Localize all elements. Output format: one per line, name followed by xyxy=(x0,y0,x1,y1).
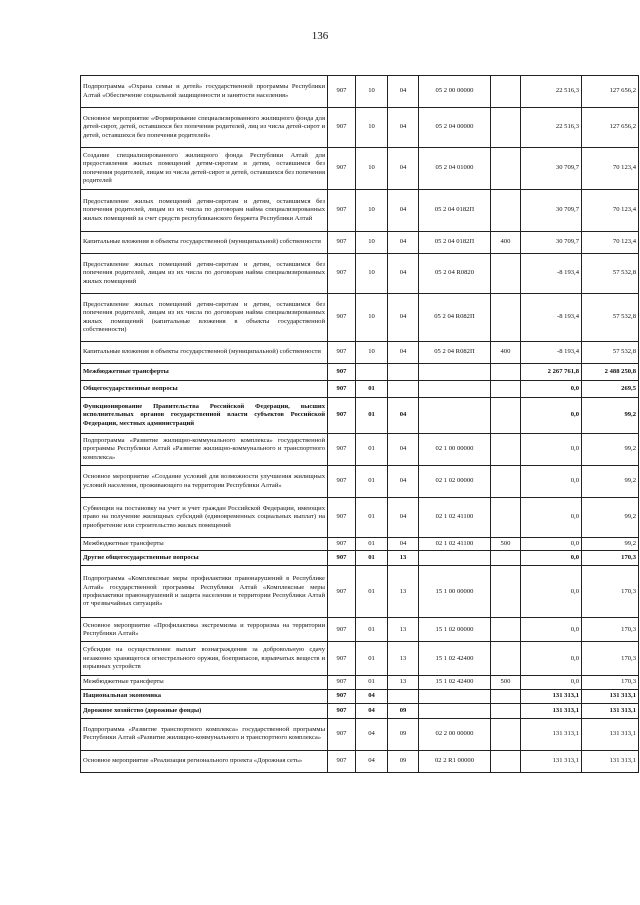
table-row xyxy=(81,434,639,466)
row-amount-year2: 131 313,1 xyxy=(582,750,639,772)
row-amount-year2: 2 488 250,8 xyxy=(582,364,639,381)
table-row xyxy=(81,538,639,551)
row-ministry-code: 907 xyxy=(328,618,356,642)
row-target-article xyxy=(419,398,491,434)
row-amount-year1: 0,0 xyxy=(521,566,582,618)
row-name: Основное мероприятие «Создание условий для возможности улучшения жилищных условий населения, проживающего на территории Республики Алтай» xyxy=(81,466,328,498)
row-section-code: 04 xyxy=(356,718,388,750)
row-section-code: 04 xyxy=(356,750,388,772)
row-subsection-code: 04 xyxy=(388,398,419,434)
table-row xyxy=(81,398,639,434)
row-section-code: 01 xyxy=(356,538,388,551)
table-row xyxy=(81,689,639,703)
row-amount-year2: 70 123,4 xyxy=(582,148,639,190)
row-subsection-code: 04 xyxy=(388,466,419,498)
row-amount-year1: -8 193,4 xyxy=(521,342,582,364)
row-target-article: 05 2 04 01000 xyxy=(419,148,491,190)
row-amount-year2: 99,2 xyxy=(582,398,639,434)
row-amount-year1: 0,0 xyxy=(521,538,582,551)
row-amount-year1: 131 313,1 xyxy=(521,703,582,718)
row-name: Капитальные вложения в объекты государственной (муниципальной) собственности xyxy=(81,232,328,254)
row-target-article xyxy=(419,381,491,398)
row-amount-year1: 0,0 xyxy=(521,466,582,498)
budget-table xyxy=(80,75,639,773)
row-amount-year1: 0,0 xyxy=(521,498,582,538)
row-ministry-code: 907 xyxy=(328,381,356,398)
row-section-code xyxy=(356,364,388,381)
row-expense-type xyxy=(491,190,521,232)
table-row xyxy=(81,676,639,689)
row-amount-year1: 0,0 xyxy=(521,381,582,398)
table-row xyxy=(81,294,639,342)
row-target-article: 15 1 02 42400 xyxy=(419,676,491,689)
row-amount-year1: 2 267 761,8 xyxy=(521,364,582,381)
row-subsection-code: 04 xyxy=(388,232,419,254)
row-ministry-code: 907 xyxy=(328,254,356,294)
row-section-code: 10 xyxy=(356,190,388,232)
row-target-article: 15 1 02 00000 xyxy=(419,618,491,642)
table-row xyxy=(81,254,639,294)
table-row xyxy=(81,381,639,398)
row-section-code: 01 xyxy=(356,381,388,398)
row-subsection-code: 04 xyxy=(388,108,419,148)
row-name: Национальная экономика xyxy=(81,689,328,703)
row-target-article xyxy=(419,364,491,381)
row-target-article: 05 2 04 R082П xyxy=(419,342,491,364)
row-expense-type xyxy=(491,718,521,750)
row-subsection-code: 04 xyxy=(388,342,419,364)
row-amount-year2: 99,2 xyxy=(582,538,639,551)
row-amount-year2: 99,2 xyxy=(582,498,639,538)
table-row xyxy=(81,642,639,676)
row-ministry-code: 907 xyxy=(328,551,356,566)
row-ministry-code: 907 xyxy=(328,294,356,342)
row-amount-year2: 170,3 xyxy=(582,642,639,676)
row-ministry-code: 907 xyxy=(328,566,356,618)
row-expense-type xyxy=(491,434,521,466)
budget-table-body xyxy=(81,76,639,773)
row-expense-type xyxy=(491,364,521,381)
table-row xyxy=(81,364,639,381)
row-name: Капитальные вложения в объекты государственной (муниципальной) собственности xyxy=(81,342,328,364)
row-target-article xyxy=(419,689,491,703)
row-ministry-code: 907 xyxy=(328,398,356,434)
row-section-code: 01 xyxy=(356,618,388,642)
row-ministry-code: 907 xyxy=(328,190,356,232)
row-target-article: 15 1 02 42400 xyxy=(419,642,491,676)
row-expense-type xyxy=(491,254,521,294)
row-expense-type: 500 xyxy=(491,538,521,551)
row-ministry-code: 907 xyxy=(328,676,356,689)
row-amount-year1: 131 313,1 xyxy=(521,750,582,772)
row-amount-year1: 131 313,1 xyxy=(521,718,582,750)
row-expense-type xyxy=(491,618,521,642)
row-target-article: 05 2 00 00000 xyxy=(419,76,491,108)
row-section-code: 01 xyxy=(356,498,388,538)
row-subsection-code: 04 xyxy=(388,434,419,466)
table-row xyxy=(81,232,639,254)
table-row xyxy=(81,551,639,566)
row-subsection-code: 09 xyxy=(388,718,419,750)
row-ministry-code: 907 xyxy=(328,689,356,703)
row-ministry-code: 907 xyxy=(328,232,356,254)
row-target-article: 05 2 04 R0820 xyxy=(419,254,491,294)
row-section-code: 01 xyxy=(356,466,388,498)
table-row xyxy=(81,566,639,618)
row-subsection-code: 04 xyxy=(388,254,419,294)
row-amount-year1: 0,0 xyxy=(521,676,582,689)
row-amount-year2: 170,3 xyxy=(582,551,639,566)
row-subsection-code: 04 xyxy=(388,538,419,551)
table-row xyxy=(81,466,639,498)
table-row xyxy=(81,718,639,750)
row-target-article: 05 2 04 0182П xyxy=(419,190,491,232)
table-row xyxy=(81,148,639,190)
row-section-code: 10 xyxy=(356,108,388,148)
row-expense-type xyxy=(491,750,521,772)
row-expense-type xyxy=(491,498,521,538)
row-amount-year2: 57 532,8 xyxy=(582,294,639,342)
row-target-article xyxy=(419,551,491,566)
row-name: Межбюджетные трансферты xyxy=(81,538,328,551)
row-expense-type xyxy=(491,551,521,566)
row-name: Межбюджетные трансферты xyxy=(81,364,328,381)
row-subsection-code xyxy=(388,364,419,381)
row-amount-year2: 57 532,8 xyxy=(582,254,639,294)
row-name: Создание специализированного жилищного фонда Республики Алтай для предоставления жилых помещений детям-сиротам и детям, оставшимся без попечения родителей, лицам из числа детей-сирот и детей, оставшихся без попечения родителей xyxy=(81,148,328,190)
row-ministry-code: 907 xyxy=(328,750,356,772)
row-ministry-code: 907 xyxy=(328,498,356,538)
row-amount-year2: 170,3 xyxy=(582,618,639,642)
row-amount-year2: 127 656,2 xyxy=(582,76,639,108)
row-amount-year2: 131 313,1 xyxy=(582,703,639,718)
row-amount-year1: -8 193,4 xyxy=(521,294,582,342)
row-expense-type xyxy=(491,466,521,498)
row-expense-type xyxy=(491,108,521,148)
row-amount-year2: 170,3 xyxy=(582,566,639,618)
row-subsection-code: 13 xyxy=(388,642,419,676)
row-amount-year2: 70 123,4 xyxy=(582,232,639,254)
row-expense-type xyxy=(491,381,521,398)
row-target-article: 05 2 04 00000 xyxy=(419,108,491,148)
row-ministry-code: 907 xyxy=(328,642,356,676)
row-amount-year1: 0,0 xyxy=(521,642,582,676)
row-amount-year2: 99,2 xyxy=(582,466,639,498)
row-amount-year1: 0,0 xyxy=(521,618,582,642)
row-section-code: 01 xyxy=(356,398,388,434)
row-target-article: 02 1 02 41100 xyxy=(419,538,491,551)
row-expense-type: 400 xyxy=(491,342,521,364)
row-section-code: 01 xyxy=(356,434,388,466)
row-target-article: 02 1 00 00000 xyxy=(419,434,491,466)
row-section-code: 04 xyxy=(356,703,388,718)
row-target-article: 05 2 04 R082П xyxy=(419,294,491,342)
row-name: Предоставление жилых помещений детям-сиротам и детям, оставшимся без попечения родителей, лицам из их числа по договорам найма специализированных жилых помещений (капитальные вложения в объекты государственной собственности) xyxy=(81,294,328,342)
page-number: 136 xyxy=(311,30,329,42)
row-amount-year1: 0,0 xyxy=(521,398,582,434)
row-subsection-code: 13 xyxy=(388,551,419,566)
row-ministry-code: 907 xyxy=(328,466,356,498)
row-section-code: 01 xyxy=(356,676,388,689)
row-name: Функционирование Правительства Российской Федерации, высших исполнительных органов государственной власти субъектов Российской Федерации, местных администраций xyxy=(81,398,328,434)
row-expense-type xyxy=(491,398,521,434)
row-ministry-code: 907 xyxy=(328,108,356,148)
table-row xyxy=(81,498,639,538)
row-name: Основное мероприятие «Формирование специализированного жилищного фонда для детей-сирот, детей, оставшихся без попечения родителей, лиц из числа детей-сирот и детей, оставшихся без попечения родителей» xyxy=(81,108,328,148)
row-expense-type xyxy=(491,566,521,618)
row-target-article: 05 2 04 0182П xyxy=(419,232,491,254)
row-ministry-code: 907 xyxy=(328,718,356,750)
row-ministry-code: 907 xyxy=(328,538,356,551)
row-name: Подпрограмма «Развитие жилищно-коммунального комплекса» государственной программы Республики Алтай «Развитие жилищно-коммунального и транспортного комплекса» xyxy=(81,434,328,466)
row-amount-year1: 30 709,7 xyxy=(521,190,582,232)
row-target-article: 02 1 02 41100 xyxy=(419,498,491,538)
row-target-article: 02 2 R1 00000 xyxy=(419,750,491,772)
row-target-article xyxy=(419,703,491,718)
row-name: Субсидии на осуществление выплат вознаграждения за добровольную сдачу незаконно хранящегося огнестрельного оружия, боеприпасов, взрывчатых веществ и взрывных устройств xyxy=(81,642,328,676)
row-name: Межбюджетные трансферты xyxy=(81,676,328,689)
row-ministry-code: 907 xyxy=(328,703,356,718)
row-amount-year2: 57 532,8 xyxy=(582,342,639,364)
row-amount-year1: 22 516,3 xyxy=(521,108,582,148)
row-expense-type xyxy=(491,148,521,190)
row-amount-year2: 99,2 xyxy=(582,434,639,466)
row-section-code: 01 xyxy=(356,551,388,566)
row-name: Подпрограмма «Комплексные меры профилактики правонарушений в Республике Алтай» государственной программы Республики Алтай «Комплексные меры профилактики правонарушений и защита населения и территории Республики Алтай от чрезвычайных ситуаций» xyxy=(81,566,328,618)
row-ministry-code: 907 xyxy=(328,364,356,381)
row-amount-year2: 70 123,4 xyxy=(582,190,639,232)
row-name: Общегосударственные вопросы xyxy=(81,381,328,398)
row-amount-year1: 30 709,7 xyxy=(521,148,582,190)
row-ministry-code: 907 xyxy=(328,434,356,466)
table-row xyxy=(81,750,639,772)
table-row xyxy=(81,618,639,642)
row-subsection-code: 04 xyxy=(388,76,419,108)
row-amount-year1: 0,0 xyxy=(521,551,582,566)
row-subsection-code: 04 xyxy=(388,294,419,342)
row-amount-year1: 131 313,1 xyxy=(521,689,582,703)
row-amount-year1: 30 709,7 xyxy=(521,232,582,254)
row-subsection-code xyxy=(388,689,419,703)
row-amount-year1: 0,0 xyxy=(521,434,582,466)
row-section-code: 10 xyxy=(356,76,388,108)
row-name: Дорожное хозяйство (дорожные фонды) xyxy=(81,703,328,718)
row-section-code: 04 xyxy=(356,689,388,703)
row-expense-type xyxy=(491,703,521,718)
row-subsection-code: 09 xyxy=(388,703,419,718)
row-amount-year2: 131 313,1 xyxy=(582,718,639,750)
table-row xyxy=(81,190,639,232)
row-name: Подпрограмма «Развитие транспортного комплекса» государственной программы Республики Алтай «Развитие жилищно-коммунального и транспортного комплекса» xyxy=(81,718,328,750)
row-name: Основное мероприятие «Профилактика экстремизма и терроризма на территории Республики Алтай» xyxy=(81,618,328,642)
row-target-article: 02 1 02 00000 xyxy=(419,466,491,498)
row-name: Другие общегосударственные вопросы xyxy=(81,551,328,566)
row-name: Предоставление жилых помещений детям-сиротам и детям, оставшимся без попечения родителей, лицам из их числа по договорам найма специализированных жилых помещений за счет средств республиканского бюджета Республики Алтай xyxy=(81,190,328,232)
row-name: Подпрограмма «Охрана семьи и детей» государственной программы Республики Алтай «Обеспечение социальной защищенности и занятости населения» xyxy=(81,76,328,108)
row-section-code: 10 xyxy=(356,148,388,190)
row-subsection-code xyxy=(388,381,419,398)
row-section-code: 10 xyxy=(356,342,388,364)
row-subsection-code: 13 xyxy=(388,566,419,618)
row-amount-year2: 170,3 xyxy=(582,676,639,689)
row-expense-type xyxy=(491,294,521,342)
row-ministry-code: 907 xyxy=(328,76,356,108)
row-target-article: 15 1 00 00000 xyxy=(419,566,491,618)
row-section-code: 10 xyxy=(356,254,388,294)
table-row xyxy=(81,76,639,108)
row-expense-type: 400 xyxy=(491,232,521,254)
table-row xyxy=(81,108,639,148)
row-target-article: 02 2 00 00000 xyxy=(419,718,491,750)
row-section-code: 10 xyxy=(356,294,388,342)
row-name: Основное мероприятие «Реализация регионального проекта «Дорожная сеть» xyxy=(81,750,328,772)
table-row xyxy=(81,703,639,718)
row-amount-year2: 127 656,2 xyxy=(582,108,639,148)
row-expense-type: 500 xyxy=(491,676,521,689)
row-ministry-code: 907 xyxy=(328,148,356,190)
row-expense-type xyxy=(491,689,521,703)
row-subsection-code: 04 xyxy=(388,148,419,190)
row-subsection-code: 04 xyxy=(388,190,419,232)
row-subsection-code: 09 xyxy=(388,750,419,772)
row-section-code: 10 xyxy=(356,232,388,254)
row-name: Субвенции на постановку на учет и учет граждан Российской Федерации, имеющих право на получение жилищных субсидий (единовременных социальных выплат) на приобретение или строительство жилых помещений xyxy=(81,498,328,538)
row-expense-type xyxy=(491,642,521,676)
row-section-code: 01 xyxy=(356,566,388,618)
row-subsection-code: 04 xyxy=(388,498,419,538)
row-section-code: 01 xyxy=(356,642,388,676)
row-amount-year1: -8 193,4 xyxy=(521,254,582,294)
row-subsection-code: 13 xyxy=(388,676,419,689)
row-subsection-code: 13 xyxy=(388,618,419,642)
table-row xyxy=(81,342,639,364)
row-amount-year2: 131 313,1 xyxy=(582,689,639,703)
row-amount-year2: 269,5 xyxy=(582,381,639,398)
row-name: Предоставление жилых помещений детям-сиротам и детям, оставшимся без попечения родителей, лицам из их числа по договорам найма специализированных жилых помещений xyxy=(81,254,328,294)
row-ministry-code: 907 xyxy=(328,342,356,364)
row-amount-year1: 22 516,3 xyxy=(521,76,582,108)
row-expense-type xyxy=(491,76,521,108)
